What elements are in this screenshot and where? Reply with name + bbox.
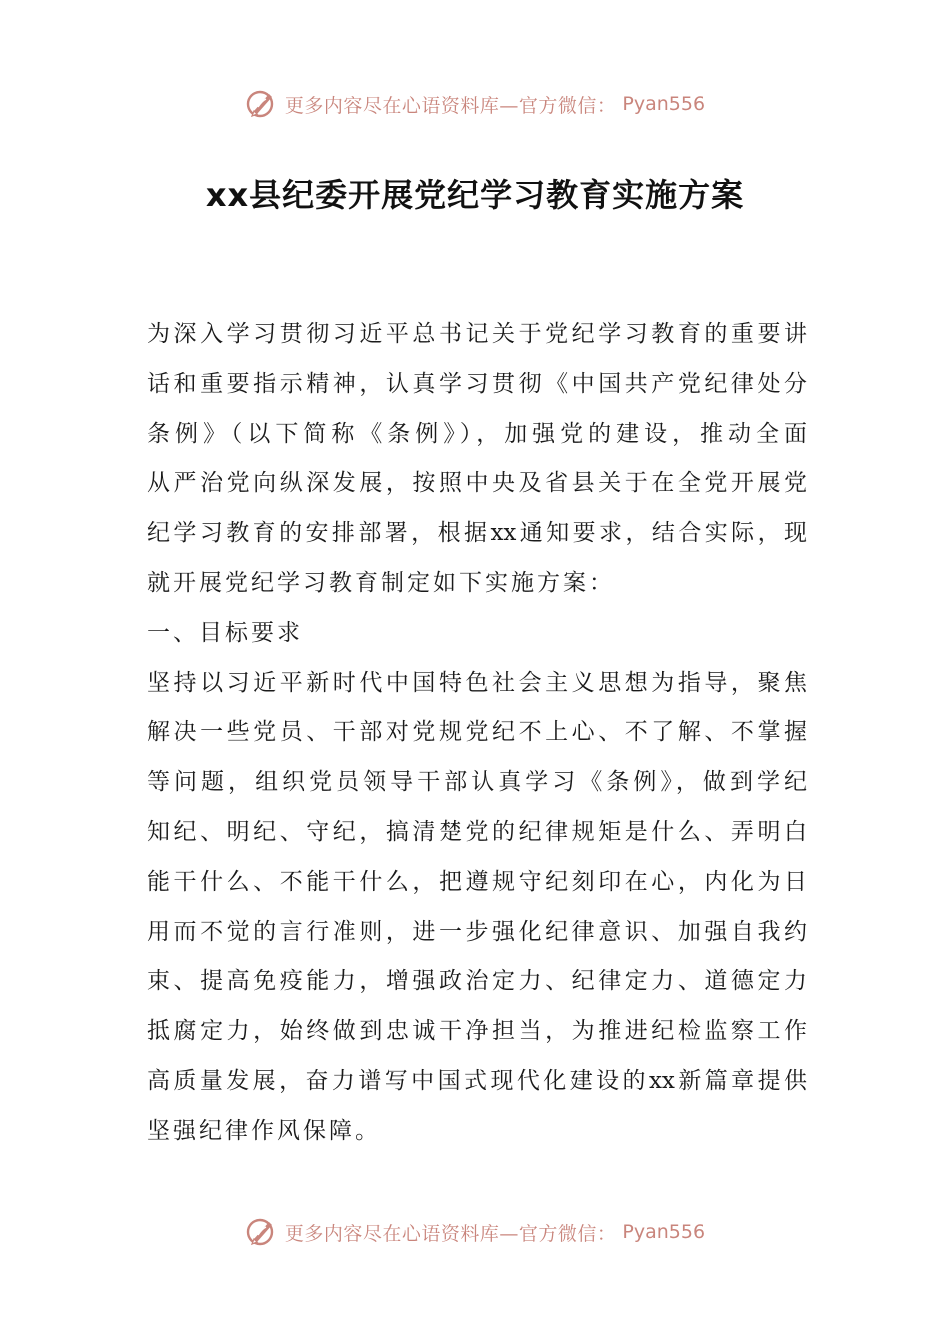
- document-body: [147, 310, 807, 1157]
- pen-circle-logo-icon: [245, 87, 279, 121]
- intro-line-1: 为深入学习贯彻习近平总书记关于党纪学习教育的重要讲: [147, 321, 807, 347]
- header-watermark: [0, 84, 950, 124]
- section-line-6: 用而不觉的言行准则，进一步强化纪律意识、加强自我约: [147, 918, 807, 945]
- watermark-wechat-id: Pyan556: [622, 93, 706, 115]
- section-line-3: 等问题，组织党员领导干部认真学习《条例》，做到学纪: [147, 769, 807, 796]
- intro-line-3: 条例》（以下简称《条例》），加强党的建设，推动全面: [147, 420, 807, 447]
- section-line-8: 抵腐定力，始终做到忠诚干净担当，为推进纪检监察工作: [147, 1018, 807, 1045]
- section-line-5: 能干什么、不能干什么，把遵规守纪刻印在心，内化为日: [147, 868, 807, 895]
- watermark-wechat-id: Pyan556: [622, 1221, 706, 1243]
- intro-line-4: 从严治党向纵深发展，按照中央及省县关于在全党开展党: [147, 470, 807, 497]
- section-line-2: 解决一些党员、干部对党规党纪不上心、不了解、不掌握: [147, 719, 807, 746]
- intro-line-5: 纪学习教育的安排部署，根据xx通知要求，结合实际，现: [147, 520, 807, 547]
- pen-circle-logo-icon: [245, 1215, 279, 1249]
- intro-line-6: 就开展党纪学习教育制定如下实施方案：: [147, 569, 615, 596]
- intro-line-2: 话和重要指示精神，认真学习贯彻《中国共产党纪律处分: [147, 370, 807, 397]
- footer-watermark: [0, 1212, 950, 1252]
- section-line-7: 束、提高免疫能力，增强政治定力、纪律定力、道德定力: [147, 968, 807, 995]
- section-line-4: 知纪、明纪、守纪，搞清楚党的纪律规矩是什么、弄明白: [147, 818, 807, 845]
- watermark-text: 更多内容尽在心语资料库—官方微信：: [284, 94, 617, 117]
- document-title: xx县纪委开展党纪学习教育实施方案: [205, 176, 745, 214]
- section-line-9: 高质量发展，奋力谱写中国式现代化建设的xx新篇章提供: [147, 1067, 807, 1094]
- watermark-text: 更多内容尽在心语资料库—官方微信：: [284, 1222, 617, 1245]
- section-line-1: 坚持以习近平新时代中国特色社会主义思想为指导，聚焦: [147, 669, 807, 696]
- section-heading: 一、目标要求: [147, 619, 303, 646]
- section-line-10: 坚强纪律作风保障。: [147, 1117, 381, 1144]
